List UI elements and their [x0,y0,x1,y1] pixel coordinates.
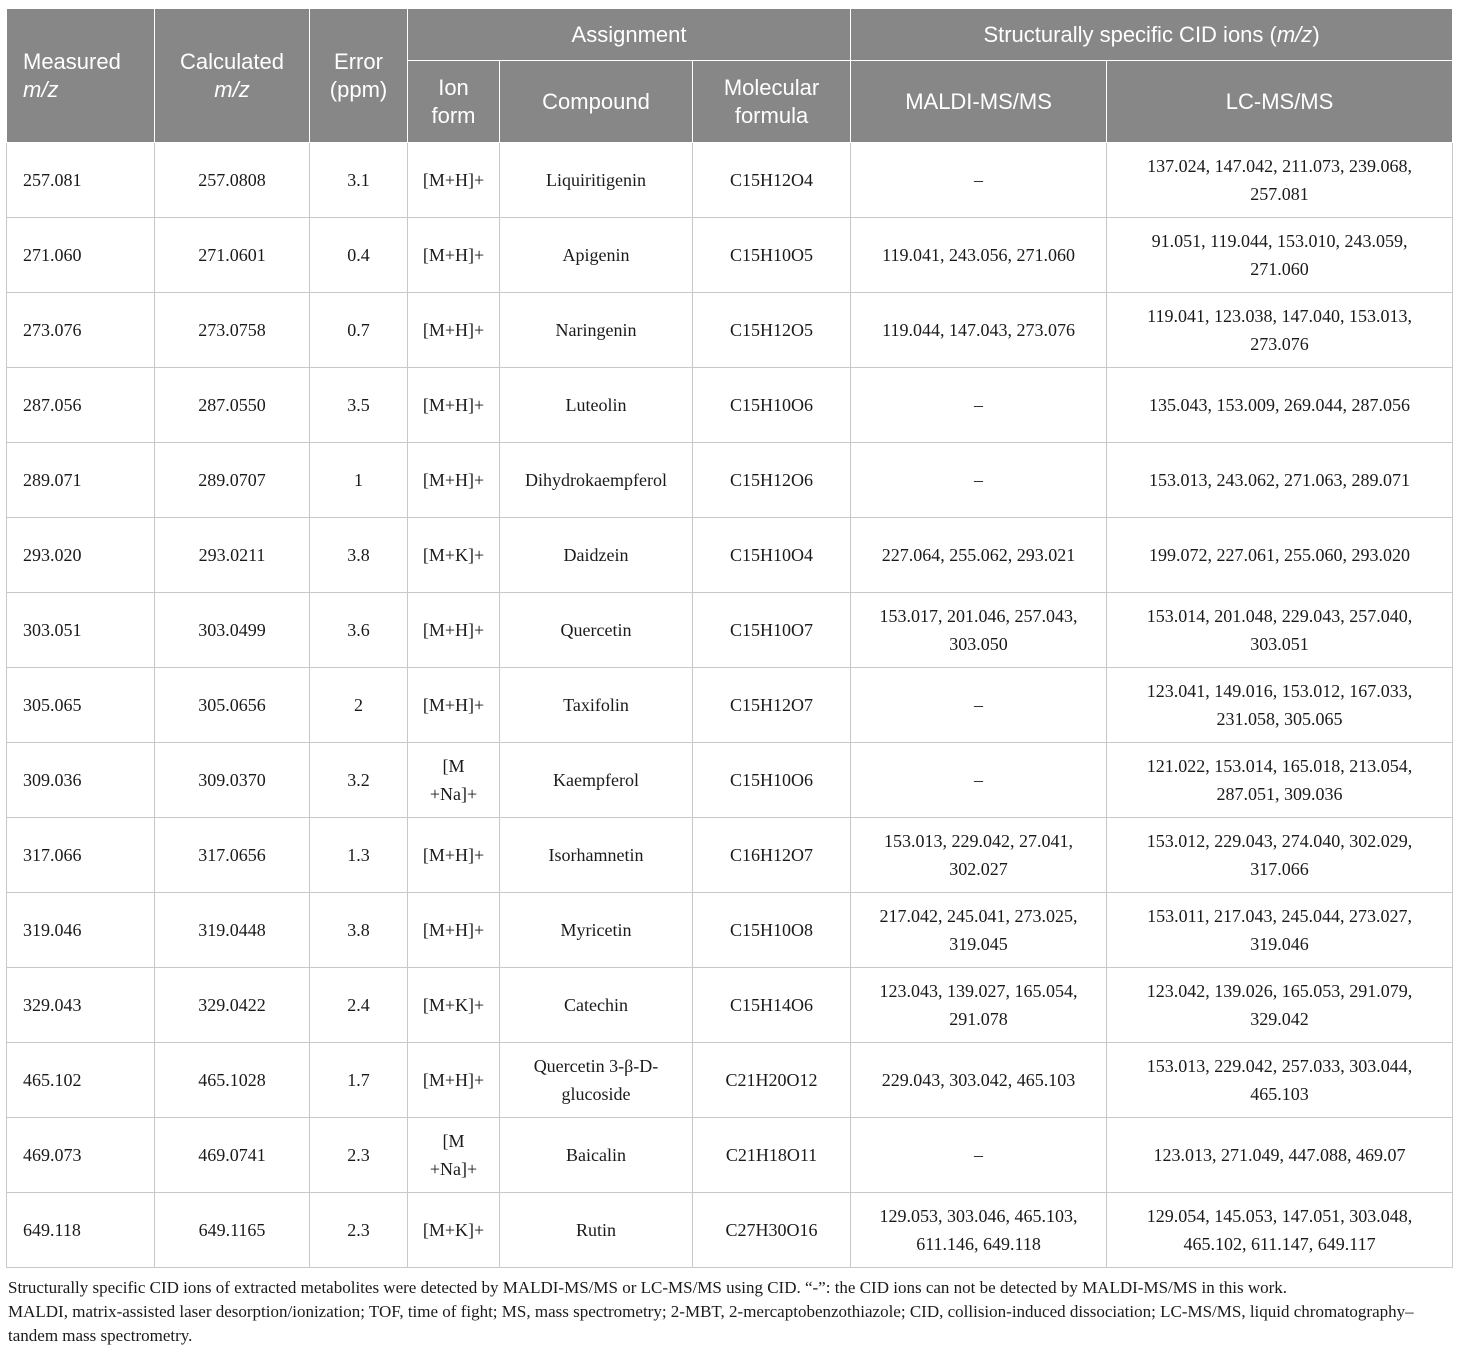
table-row [7,743,1453,818]
cell-compound: Kaempferol [500,743,693,818]
cell-maldi-msms: – [851,443,1107,518]
table-row [7,218,1453,293]
cell-maldi-msms: 229.043, 303.042, 465.103 [851,1043,1107,1118]
cell-measured-mz: 273.076 [7,293,155,368]
cell-compound: Daidzein [500,518,693,593]
cell-ion-form: [M+H]+ [408,1043,500,1118]
header-molecular-formula: Molecular formula [693,61,851,143]
cell-molecular-formula: C15H14O6 [693,968,851,1043]
cell-compound: Naringenin [500,293,693,368]
table-row [7,968,1453,1043]
table-row [7,893,1453,968]
cell-lc-msms: 129.054, 145.053, 147.051, 303.048, 465.102, 611.147, 649.117 [1107,1193,1453,1268]
cell-calculated-mz: 319.0448 [155,893,310,968]
cell-lc-msms: 91.051, 119.044, 153.010, 243.059, 271.060 [1107,218,1453,293]
cell-molecular-formula: C21H20O12 [693,1043,851,1118]
cell-compound: Apigenin [500,218,693,293]
cell-calculated-mz: 305.0656 [155,668,310,743]
cell-measured-mz: 309.036 [7,743,155,818]
cell-ion-form: [M+K]+ [408,518,500,593]
cell-ion-form: [M+H]+ [408,143,500,218]
header-ion-form: Ion form [408,61,500,143]
cell-ion-form: [M+H]+ [408,218,500,293]
table-body [7,143,1453,1268]
cell-molecular-formula: C15H12O5 [693,293,851,368]
cell-molecular-formula: C15H10O5 [693,218,851,293]
cell-calculated-mz: 293.0211 [155,518,310,593]
header-lc-msms: LC-MS/MS [1107,61,1453,143]
cell-calculated-mz: 317.0656 [155,818,310,893]
cell-error-ppm: 3.8 [310,518,408,593]
cell-maldi-msms: – [851,743,1107,818]
cell-ion-form: [M+H]+ [408,293,500,368]
cell-molecular-formula: C21H18O11 [693,1118,851,1193]
cell-lc-msms: 119.041, 123.038, 147.040, 153.013, 273.076 [1107,293,1453,368]
cell-molecular-formula: C15H10O6 [693,368,851,443]
cell-molecular-formula: C15H12O4 [693,143,851,218]
cell-ion-form: [M+H]+ [408,443,500,518]
cell-measured-mz: 293.020 [7,518,155,593]
table-row [7,1118,1453,1193]
cell-maldi-msms: – [851,143,1107,218]
cell-molecular-formula: C15H12O6 [693,443,851,518]
cell-ion-form: [M+H]+ [408,818,500,893]
cell-lc-msms: 121.022, 153.014, 165.018, 213.054, 287.051, 309.036 [1107,743,1453,818]
cell-lc-msms: 123.041, 149.016, 153.012, 167.033, 231.058, 305.065 [1107,668,1453,743]
cell-measured-mz: 289.071 [7,443,155,518]
cell-lc-msms: 123.042, 139.026, 165.053, 291.079, 329.042 [1107,968,1453,1043]
cell-measured-mz: 469.073 [7,1118,155,1193]
cell-molecular-formula: C15H10O6 [693,743,851,818]
cell-error-ppm: 2.3 [310,1118,408,1193]
header-error-ppm: Error (ppm) [310,9,408,143]
cell-maldi-msms: 123.043, 139.027, 165.054, 291.078 [851,968,1107,1043]
cell-measured-mz: 319.046 [7,893,155,968]
table-header [7,9,1453,143]
table-row [7,368,1453,443]
cell-error-ppm: 2.4 [310,968,408,1043]
cell-ion-form: [M+K]+ [408,1193,500,1268]
cell-lc-msms: 153.013, 243.062, 271.063, 289.071 [1107,443,1453,518]
metabolite-table [6,8,1453,1268]
cell-maldi-msms: – [851,368,1107,443]
cell-calculated-mz: 289.0707 [155,443,310,518]
cell-compound: Rutin [500,1193,693,1268]
cell-compound: Baicalin [500,1118,693,1193]
cell-measured-mz: 465.102 [7,1043,155,1118]
cell-molecular-formula: C27H30O16 [693,1193,851,1268]
cell-calculated-mz: 465.1028 [155,1043,310,1118]
cell-calculated-mz: 469.0741 [155,1118,310,1193]
cell-lc-msms: 123.013, 271.049, 447.088, 469.07 [1107,1118,1453,1193]
cell-molecular-formula: C15H10O4 [693,518,851,593]
cell-ion-form: [M+H]+ [408,668,500,743]
cell-ion-form: [M +Na]+ [408,743,500,818]
cell-maldi-msms: 129.053, 303.046, 465.103, 611.146, 649.118 [851,1193,1107,1268]
cell-molecular-formula: C15H12O7 [693,668,851,743]
cell-error-ppm: 3.1 [310,143,408,218]
cell-molecular-formula: C15H10O7 [693,593,851,668]
cell-error-ppm: 2.3 [310,1193,408,1268]
header-maldi-msms: MALDI-MS/MS [851,61,1107,143]
cell-measured-mz: 317.066 [7,818,155,893]
cell-ion-form: [M +Na]+ [408,1118,500,1193]
footnote-line-2: MALDI, matrix-assisted laser desorption/ionization; TOF, time of fight; MS, mass spectrometry; 2-MBT, 2-mercaptobenzothiazole; CID, collision-induced dissociation; LC-MS/MS, liquid chromatography–tandem mass spectrometry. [8,1302,1414,1345]
table-footnote [6,1276,1448,1348]
cell-compound: Quercetin [500,593,693,668]
cell-compound: Luteolin [500,368,693,443]
cell-error-ppm: 1.7 [310,1043,408,1118]
cell-measured-mz: 257.081 [7,143,155,218]
header-assignment: Assignment [408,9,851,61]
cell-compound: Quercetin 3-β-D-glucoside [500,1043,693,1118]
cell-lc-msms: 153.012, 229.043, 274.040, 302.029, 317.066 [1107,818,1453,893]
cell-error-ppm: 3.6 [310,593,408,668]
table-row [7,443,1453,518]
footnote-line-1: Structurally specific CID ions of extracted metabolites were detected by MALDI-MS/MS or LC-MS/MS using CID. “-”: the CID ions can not be detected by MALDI-MS/MS in this work. [8,1278,1288,1297]
cell-measured-mz: 287.056 [7,368,155,443]
cell-error-ppm: 2 [310,668,408,743]
cell-compound: Liquiritigenin [500,143,693,218]
cell-ion-form: [M+H]+ [408,593,500,668]
table-container [6,8,1452,1348]
cell-error-ppm: 3.8 [310,893,408,968]
cell-error-ppm: 1.3 [310,818,408,893]
cell-compound: Myricetin [500,893,693,968]
cell-maldi-msms: 153.017, 201.046, 257.043, 303.050 [851,593,1107,668]
cell-calculated-mz: 287.0550 [155,368,310,443]
cell-lc-msms: 153.013, 229.042, 257.033, 303.044, 465.103 [1107,1043,1453,1118]
cell-lc-msms: 153.014, 201.048, 229.043, 257.040, 303.051 [1107,593,1453,668]
cell-calculated-mz: 329.0422 [155,968,310,1043]
cell-maldi-msms: – [851,1118,1107,1193]
cell-measured-mz: 271.060 [7,218,155,293]
cell-calculated-mz: 273.0758 [155,293,310,368]
cell-calculated-mz: 649.1165 [155,1193,310,1268]
cell-calculated-mz: 271.0601 [155,218,310,293]
header-cid-ions: Structurally specific CID ions (m/z) [851,9,1453,61]
cell-compound: Catechin [500,968,693,1043]
cell-lc-msms: 135.043, 153.009, 269.044, 287.056 [1107,368,1453,443]
table-row [7,818,1453,893]
cell-measured-mz: 649.118 [7,1193,155,1268]
cell-maldi-msms: 119.044, 147.043, 273.076 [851,293,1107,368]
cell-lc-msms: 199.072, 227.061, 255.060, 293.020 [1107,518,1453,593]
table-row [7,293,1453,368]
table-row [7,1193,1453,1268]
cell-compound: Dihydrokaempferol [500,443,693,518]
header-calculated-mz: Calculated m/z [155,9,310,143]
cell-error-ppm: 1 [310,443,408,518]
table-row [7,668,1453,743]
cell-molecular-formula: C15H10O8 [693,893,851,968]
cell-molecular-formula: C16H12O7 [693,818,851,893]
table-row [7,1043,1453,1118]
cell-ion-form: [M+H]+ [408,368,500,443]
table-row [7,593,1453,668]
cell-calculated-mz: 303.0499 [155,593,310,668]
header-measured-mz: Measured m/z [7,9,155,143]
table-row [7,518,1453,593]
cell-calculated-mz: 309.0370 [155,743,310,818]
cell-compound: Isorhamnetin [500,818,693,893]
cell-measured-mz: 305.065 [7,668,155,743]
cell-maldi-msms: 153.013, 229.042, 27.041, 302.027 [851,818,1107,893]
cell-error-ppm: 3.2 [310,743,408,818]
cell-measured-mz: 329.043 [7,968,155,1043]
cell-calculated-mz: 257.0808 [155,143,310,218]
cell-lc-msms: 153.011, 217.043, 245.044, 273.027, 319.046 [1107,893,1453,968]
cell-maldi-msms: 119.041, 243.056, 271.060 [851,218,1107,293]
cell-error-ppm: 0.7 [310,293,408,368]
cell-maldi-msms: 217.042, 245.041, 273.025, 319.045 [851,893,1107,968]
cell-measured-mz: 303.051 [7,593,155,668]
table-row [7,143,1453,218]
cell-error-ppm: 3.5 [310,368,408,443]
header-compound: Compound [500,61,693,143]
cell-ion-form: [M+H]+ [408,893,500,968]
cell-lc-msms: 137.024, 147.042, 211.073, 239.068, 257.081 [1107,143,1453,218]
cell-maldi-msms: 227.064, 255.062, 293.021 [851,518,1107,593]
cell-ion-form: [M+K]+ [408,968,500,1043]
cell-maldi-msms: – [851,668,1107,743]
cell-compound: Taxifolin [500,668,693,743]
cell-error-ppm: 0.4 [310,218,408,293]
